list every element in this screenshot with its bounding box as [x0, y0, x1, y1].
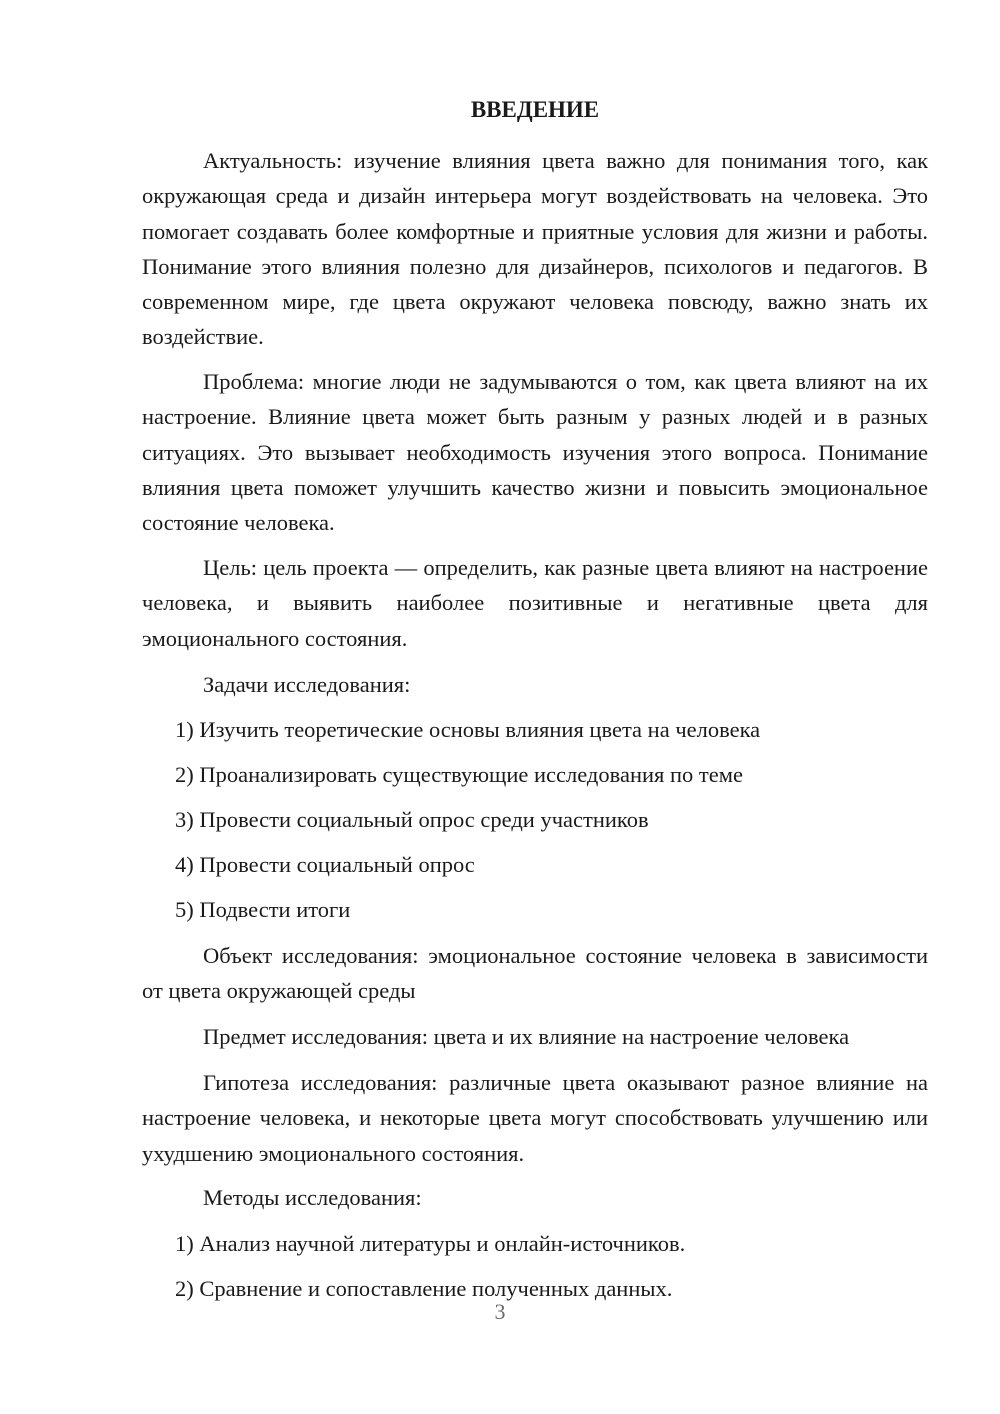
task-item-1: 1) Изучить теоретические основы влияния цвета на человека [175, 717, 761, 742]
task-item-2: 2) Проанализировать существующие исследования по теме [175, 762, 743, 787]
paragraph-problem: Проблема: многие люди не задумываются о том, как цвета влияют на их настроение. Влияние цвета может быть разным у разных людей и в разных ситуациях. Это вызывает необходимость изучения этого вопроса. Понимание влияния цвета поможет улучшить качество жизни и повысить эмоциональное состояние человека. [142, 369, 928, 536]
page-title: ВВЕДЕНИЕ [470, 97, 600, 122]
methods-heading: Методы исследования: [203, 1185, 422, 1210]
paragraph-subject: Предмет исследования: цвета и их влияние на настроение человека [203, 1024, 850, 1049]
task-item-5: 5) Подвести итоги [175, 897, 351, 922]
task-item-3: 3) Провести социальный опрос среди участников [175, 807, 649, 832]
paragraph-goal: Цель: цель проекта — определить, как разные цвета влияют на настроение человека, и выявить наиболее позитивные и негативные цвета для эмоционального состояния. [142, 555, 928, 651]
task-item-4: 4) Провести социальный опрос [175, 852, 475, 877]
paragraph-hypothesis: Гипотеза исследования: различные цвета оказывают разное влияние на настроение человека, и некоторые цвета могут способствовать улучшению или ухудшению эмоционального состояния. [142, 1070, 928, 1166]
page-number: 3 [494, 1299, 506, 1324]
method-item-2: 2) Сравнение и сопоставление полученных данных. [175, 1276, 673, 1301]
paragraph-relevance: Актуальность: изучение влияния цвета важно для понимания того, как окружающая среда и дизайн интерьера могут воздействовать на человека. Это помогает создавать более комфортные и приятные условия для жизни и работы. Понимание этого влияния полезно для дизайнеров, психологов и педагогов. В современном мире, где цвета окружают человека повсюду, важно знать их воздействие. [142, 148, 928, 350]
method-item-1: 1) Анализ научной литературы и онлайн-источников. [175, 1231, 686, 1256]
paragraph-object: Объект исследования: эмоциональное состояние человека в зависимости от цвета окружающей среды [142, 943, 928, 1004]
tasks-heading: Задачи исследования: [203, 672, 411, 697]
